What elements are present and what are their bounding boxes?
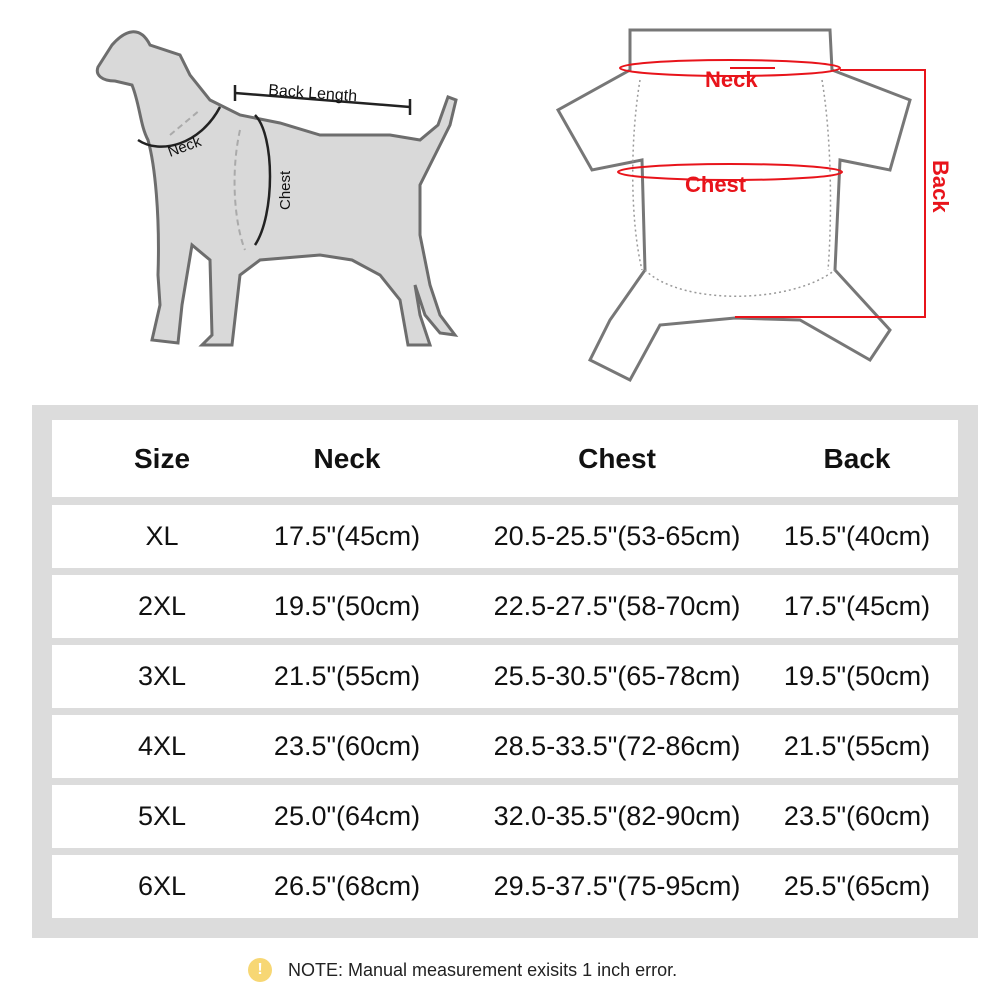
garment-neck-label: Neck xyxy=(705,67,758,92)
cell-neck: 26.5"(68cm) xyxy=(273,871,421,901)
garment-back-label: Back xyxy=(928,160,953,213)
cell-back: 15.5"(40cm) xyxy=(783,521,931,551)
table-row xyxy=(52,575,958,638)
cell-neck: 21.5"(55cm) xyxy=(273,661,421,691)
header-chest: Chest xyxy=(578,442,656,474)
cell-chest: 28.5-33.5"(72-86cm) xyxy=(493,731,741,761)
cell-chest: 20.5-25.5"(53-65cm) xyxy=(493,521,741,551)
dog-neck-label: Neck xyxy=(165,133,204,161)
header-back: Back xyxy=(823,442,891,474)
cell-chest: 32.0-35.5"(82-90cm) xyxy=(493,801,741,831)
garment-chest-label: Chest xyxy=(685,172,747,197)
table-row xyxy=(52,505,958,568)
garment-measurement-diagram xyxy=(550,20,970,390)
cell-back: 25.5"(65cm) xyxy=(783,871,931,901)
cell-chest: 29.5-37.5"(75-95cm) xyxy=(493,871,741,901)
cell-back: 21.5"(55cm) xyxy=(783,731,931,761)
table-row xyxy=(52,645,958,708)
cell-neck: 17.5"(45cm) xyxy=(273,521,421,551)
cell-neck: 25.0"(64cm) xyxy=(273,801,421,831)
table-header-row xyxy=(52,420,958,497)
cell-size: XL xyxy=(145,521,179,551)
cell-back: 23.5"(60cm) xyxy=(783,801,931,831)
cell-chest: 25.5-30.5"(65-78cm) xyxy=(493,661,741,691)
cell-size: 6XL xyxy=(137,871,187,901)
cell-neck: 19.5"(50cm) xyxy=(273,591,421,621)
cell-chest: 22.5-27.5"(58-70cm) xyxy=(493,591,741,621)
note xyxy=(248,958,677,982)
table-row xyxy=(52,785,958,848)
cell-size: 4XL xyxy=(137,731,187,761)
cell-size: 5XL xyxy=(137,801,187,831)
dog-chest-label: Chest xyxy=(277,170,294,210)
table-row xyxy=(52,715,958,778)
cell-back: 19.5"(50cm) xyxy=(783,661,931,691)
size-table xyxy=(32,405,978,938)
cell-back: 17.5"(45cm) xyxy=(783,591,931,621)
header-neck: Neck xyxy=(313,442,381,474)
cell-neck: 23.5"(60cm) xyxy=(273,731,421,761)
dog-back-length-label: Back Length xyxy=(267,82,358,106)
cell-size: 3XL xyxy=(137,661,187,691)
note-text: NOTE: Manual measurement exisits 1 inch error. xyxy=(288,959,678,980)
header-size: Size xyxy=(133,442,191,474)
cell-size: 2XL xyxy=(137,591,187,621)
table-row xyxy=(52,855,958,918)
exclamation-icon: ! xyxy=(248,958,272,982)
dog-measurement-diagram xyxy=(90,15,470,355)
